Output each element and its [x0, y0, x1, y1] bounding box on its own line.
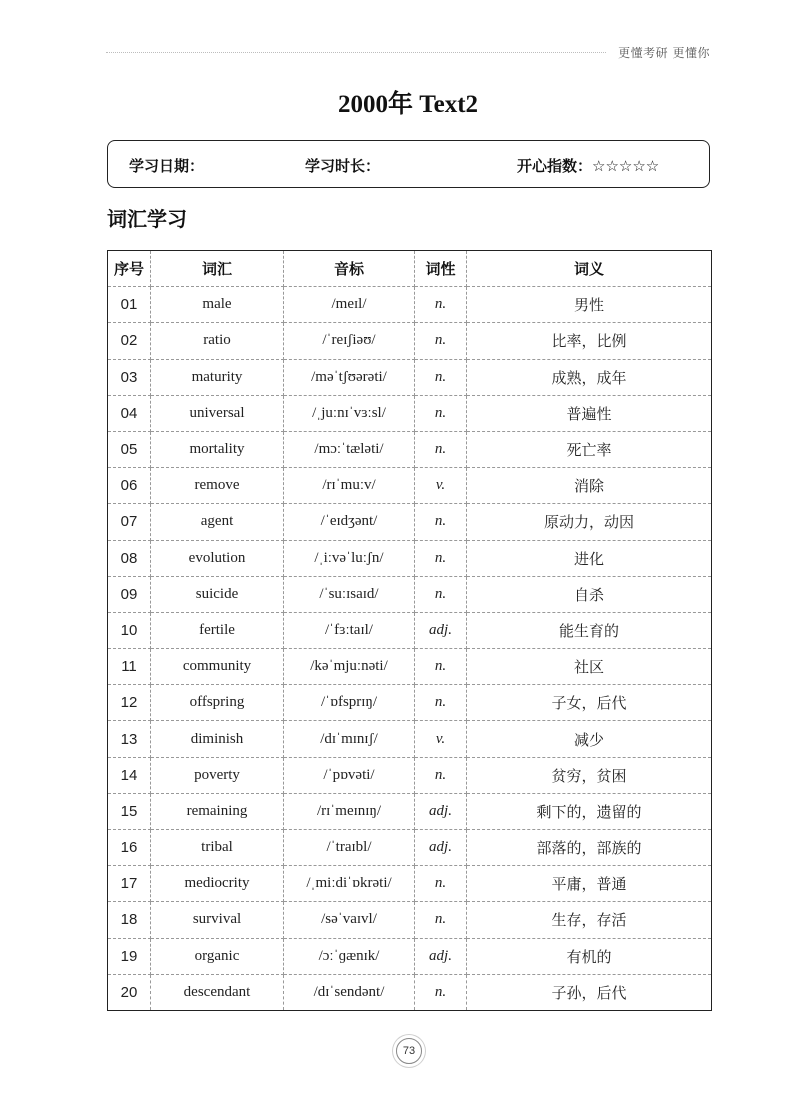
row-word: mortality: [151, 431, 284, 467]
row-part-of-speech: n.: [415, 649, 467, 685]
row-meaning: 减少: [467, 721, 712, 757]
row-part-of-speech: n.: [415, 395, 467, 431]
row-part-of-speech: adj.: [415, 612, 467, 648]
row-meaning: 原动力，动因: [467, 504, 712, 540]
page-title: 2000年 Text2: [337, 91, 479, 118]
row-phonetic: /ˈtraɪbl/: [284, 830, 415, 866]
row-part-of-speech: n.: [415, 685, 467, 721]
row-phonetic: /dɪˈsendənt/: [284, 974, 415, 1010]
row-number: 18: [108, 902, 151, 938]
row-meaning: 子女，后代: [467, 685, 712, 721]
header-tagline: 更懂考研 更懂你: [618, 46, 710, 60]
table-header-row: [108, 251, 712, 287]
row-part-of-speech: n.: [415, 287, 467, 323]
row-word: offspring: [151, 685, 284, 721]
row-number: 11: [108, 649, 151, 685]
table-row: [108, 576, 712, 612]
row-phonetic: /ˈfɜːtaɪl/: [284, 612, 415, 648]
row-number: 20: [108, 974, 151, 1010]
header-word: 词汇: [151, 251, 284, 287]
row-part-of-speech: adj.: [415, 830, 467, 866]
header-number: 序号: [108, 251, 151, 287]
row-number: 09: [108, 576, 151, 612]
row-word: community: [151, 649, 284, 685]
study-info-box: [107, 140, 710, 188]
study-duration-label: 学习时长：: [305, 157, 381, 175]
row-phonetic: /meɪl/: [284, 287, 415, 323]
row-word: agent: [151, 504, 284, 540]
row-word: male: [151, 287, 284, 323]
row-word: survival: [151, 902, 284, 938]
row-number: 02: [108, 323, 151, 359]
row-word: ratio: [151, 323, 284, 359]
row-word: descendant: [151, 974, 284, 1010]
happiness-index-label: 开心指数：: [517, 157, 593, 175]
row-part-of-speech: n.: [415, 757, 467, 793]
star-rating-icons: ☆☆☆☆☆: [592, 157, 660, 175]
table-row: [108, 793, 712, 829]
table-row: [108, 395, 712, 431]
row-meaning: 比率，比例: [467, 323, 712, 359]
row-number: 01: [108, 287, 151, 323]
row-number: 04: [108, 395, 151, 431]
table-row: [108, 685, 712, 721]
table-row: [108, 359, 712, 395]
row-phonetic: /ɔːˈɡænɪk/: [284, 938, 415, 974]
table-row: [108, 830, 712, 866]
table-row: [108, 540, 712, 576]
row-part-of-speech: adj.: [415, 793, 467, 829]
table-row: [108, 757, 712, 793]
table-row: [108, 612, 712, 648]
row-number: 06: [108, 468, 151, 504]
row-part-of-speech: n.: [415, 431, 467, 467]
row-number: 08: [108, 540, 151, 576]
row-part-of-speech: adj.: [415, 938, 467, 974]
vocabulary-table: [107, 250, 712, 1011]
row-phonetic: /rɪˈmeɪnɪŋ/: [284, 793, 415, 829]
row-word: organic: [151, 938, 284, 974]
row-phonetic: /məˈtʃʊərəti/: [284, 359, 415, 395]
row-phonetic: /kəˈmjuːnəti/: [284, 649, 415, 685]
table-row: [108, 902, 712, 938]
section-title: 词汇学习: [107, 207, 187, 231]
table-row: [108, 866, 712, 902]
table-row: [108, 974, 712, 1010]
row-meaning: 消除: [467, 468, 712, 504]
row-meaning: 自杀: [467, 576, 712, 612]
row-part-of-speech: n.: [415, 866, 467, 902]
row-word: maturity: [151, 359, 284, 395]
row-meaning: 成熟，成年: [467, 359, 712, 395]
row-word: diminish: [151, 721, 284, 757]
row-number: 15: [108, 793, 151, 829]
row-word: universal: [151, 395, 284, 431]
row-meaning: 社区: [467, 649, 712, 685]
row-meaning: 死亡率: [467, 431, 712, 467]
row-meaning: 子孙，后代: [551, 983, 627, 1002]
row-number: 16: [108, 830, 151, 866]
row-phonetic: /ˈreɪʃiəʊ/: [284, 323, 415, 359]
row-part-of-speech: v.: [415, 468, 467, 504]
table-row: [108, 323, 712, 359]
row-word: remove: [151, 468, 284, 504]
table-row: [108, 721, 712, 757]
row-part-of-speech: n.: [415, 576, 467, 612]
row-word: poverty: [151, 757, 284, 793]
table-row: [108, 649, 712, 685]
row-word: mediocrity: [151, 866, 284, 902]
row-word: fertile: [151, 612, 284, 648]
row-meaning: 男性: [467, 287, 712, 323]
row-number: 05: [108, 431, 151, 467]
header-divider: [106, 52, 606, 53]
row-phonetic: /ˌjuːnɪˈvɜːsl/: [284, 395, 415, 431]
table-row: [108, 938, 712, 974]
row-phonetic: /ˈsuːɪsaɪd/: [284, 576, 415, 612]
header-phonetic: 音标: [284, 251, 415, 287]
row-number: 03: [108, 359, 151, 395]
row-word: evolution: [151, 540, 284, 576]
row-part-of-speech: n.: [415, 504, 467, 540]
row-word: remaining: [151, 793, 284, 829]
table-row: [108, 431, 712, 467]
row-number: 17: [108, 866, 151, 902]
header-part-of-speech: 词性: [415, 251, 467, 287]
row-part-of-speech: n.: [415, 359, 467, 395]
row-phonetic: /mɔːˈtæləti/: [284, 431, 415, 467]
row-phonetic: /ˈɒfsprɪŋ/: [284, 685, 415, 721]
row-number: 19: [108, 938, 151, 974]
row-number: 14: [108, 757, 151, 793]
row-number: 12: [108, 685, 151, 721]
row-phonetic: /ˌmiːdiˈɒkrəti/: [284, 866, 415, 902]
row-phonetic: /dɪˈmɪnɪʃ/: [284, 721, 415, 757]
row-phonetic: /ˈpɒvəti/: [284, 757, 415, 793]
table-row: [108, 504, 712, 540]
table-row: [108, 468, 712, 504]
row-part-of-speech: n.: [415, 323, 467, 359]
header-meaning: 词义: [467, 251, 712, 287]
row-phonetic: /səˈvaɪvl/: [284, 902, 415, 938]
row-phonetic: /ˌiːvəˈluːʃn/: [284, 540, 415, 576]
row-meaning: 进化: [467, 540, 712, 576]
row-meaning: 能生育的: [467, 612, 712, 648]
row-meaning: 剩下的，遗留的: [467, 793, 712, 829]
row-number: 07: [108, 504, 151, 540]
table-row: [108, 287, 712, 323]
row-part-of-speech: n.: [415, 902, 467, 938]
row-phonetic: /rɪˈmuːv/: [284, 468, 415, 504]
row-meaning: 有机的: [467, 938, 712, 974]
happiness-index: [517, 155, 659, 176]
row-meaning: 生存，存活: [467, 902, 712, 938]
row-meaning: 部落的，部族的: [467, 830, 712, 866]
row-meaning: 平庸，普通: [467, 866, 712, 902]
row-number: 10: [108, 612, 151, 648]
study-date-label: 学习日期：: [129, 157, 205, 175]
row-part-of-speech: n.: [415, 974, 467, 1010]
row-part-of-speech: v.: [415, 721, 467, 757]
row-meaning: 贫穷，贫困: [467, 757, 712, 793]
row-number: 13: [108, 721, 151, 757]
page-number: 73: [396, 1038, 422, 1064]
row-part-of-speech: n.: [415, 540, 467, 576]
row-word: suicide: [151, 576, 284, 612]
row-meaning: 普遍性: [467, 395, 712, 431]
row-word: tribal: [151, 830, 284, 866]
row-phonetic: /ˈeɪdʒənt/: [284, 504, 415, 540]
